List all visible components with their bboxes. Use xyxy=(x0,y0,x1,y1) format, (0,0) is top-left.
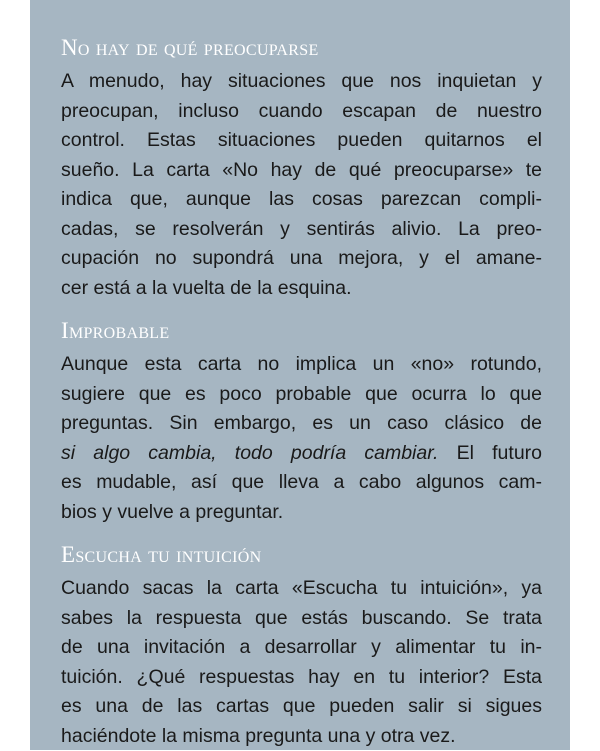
section-escucha-tu-intuicion xyxy=(61,541,542,751)
text-line: cer está a la vuelta de la esquina. xyxy=(61,274,542,304)
section-paragraph xyxy=(61,67,542,303)
text-line: cadas, se resolverán y sentirás alivio. La preo- xyxy=(61,215,542,245)
text-line: A menudo, hay situaciones que nos inquietan y xyxy=(61,67,542,97)
italic-phrase: si algo cambia, todo podría cambiar. xyxy=(61,442,438,464)
section-heading: No hay de qué preocuparse xyxy=(61,34,542,62)
card-page xyxy=(30,0,570,750)
text-line: indica que, aunque las cosas parezcan compli- xyxy=(61,185,542,215)
section-improbable xyxy=(61,317,542,527)
text-line: sabes la respuesta que estás buscando. Se trata xyxy=(61,604,542,634)
text-line: cupación no supondrá una mejora, y el amane- xyxy=(61,244,542,274)
text-line: es mudable, así que lleva a cabo algunos cam- xyxy=(61,468,542,498)
text-line: sugiere que es poco probable que ocurra lo que xyxy=(61,380,542,410)
text-fragment: El futuro xyxy=(438,442,542,464)
text-line: sueño. La carta «No hay de qué preocuparse» te xyxy=(61,156,542,186)
text-line: bios y vuelve a preguntar. xyxy=(61,498,542,528)
section-no-hay-de-que-preocuparse xyxy=(61,34,542,303)
text-line: Aunque esta carta no implica un «no» rotundo, xyxy=(61,350,542,380)
text-line: tuición. ¿Qué respuestas hay en tu interior? Esta xyxy=(61,663,542,693)
text-line: preguntas. Sin embargo, es un caso clásico de xyxy=(61,409,542,439)
section-paragraph xyxy=(61,574,542,751)
section-paragraph xyxy=(61,350,542,527)
text-line: es una de las cartas que pueden salir si sigues xyxy=(61,692,542,722)
section-heading: Improbable xyxy=(61,317,542,345)
text-line: haciéndote la misma pregunta una y otra vez. xyxy=(61,722,542,751)
text-line: Cuando sacas la carta «Escucha tu intuición», ya xyxy=(61,574,542,604)
text-line: de una invitación a desarrollar y alimentar tu in- xyxy=(61,633,542,663)
section-heading: Escucha tu intuición xyxy=(61,541,542,569)
text-line: preocupan, incluso cuando escapan de nuestro xyxy=(61,97,542,127)
text-line-mixed xyxy=(61,439,542,469)
text-line: control. Estas situaciones pueden quitarnos el xyxy=(61,126,542,156)
